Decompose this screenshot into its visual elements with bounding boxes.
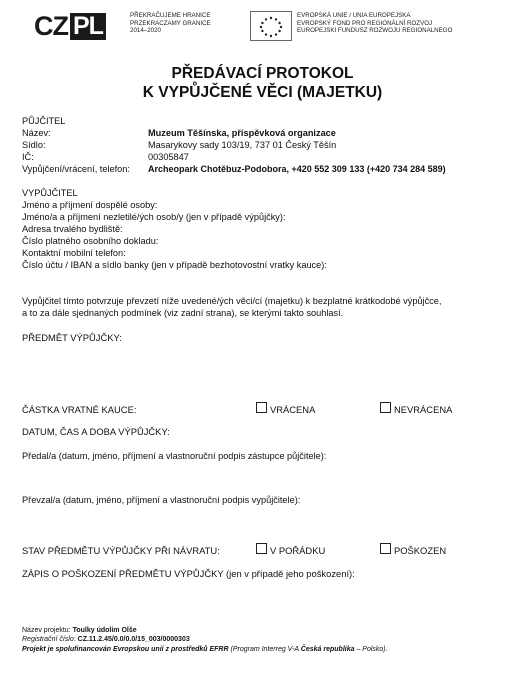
logo-pl: PL [70,13,106,40]
czpl-line: PRZEKRACZAMY GRANICE [130,19,211,27]
lender-contact-value: Archeopark Chotěbuz-Podobora, +420 552 309 133 (+420 734 284 589) [148,164,446,174]
deposit-returned-checkbox[interactable] [256,402,267,413]
borrower-field-id-document: Číslo platného osobního dokladu: [22,236,159,246]
czpl-logo-icon [34,13,122,40]
document-title-line2: K VYPŮJČENÉ VĚCI (MAJETKU) [142,84,383,101]
footer-cofinancing [22,646,388,655]
footer-cofin-b: (Program Interreg V-A [230,646,299,653]
borrower-field-minor-names: Jméno/a a příjmení nezletilé/ých osob/y (jen v případě výpůjčky): [22,212,286,222]
czpl-line: PŘEKRAČUJEME HRANICE [130,12,211,19]
lender-seat-label: Sídlo: [22,140,46,150]
borrower-field-bank-account: Číslo účtu / IBAN a sídlo banky (jen v případě bezhotovostní vratky kauce): [22,260,327,270]
logo-cz: CZ [34,11,68,41]
footer-reg-value: CZ.11.2.45/0.0/0.0/15_003/0000303 [77,636,190,643]
lender-seat-value: Masarykovy sady 103/19, 737 01 Český Těšín [148,140,337,150]
lender-name-label: Název: [22,128,51,138]
eu-flag-icon [250,11,292,41]
deposit-not-returned-checkbox[interactable] [380,402,391,413]
lender-name-value: Muzeum Těšínska, příspěvková organizace [148,128,336,138]
document-title-line1: PŘEDÁVACÍ PROTOKOL [171,65,354,82]
czpl-line: 2014–2020 [130,27,161,35]
subject-label: PŘEDMĚT VÝPŮJČKY: [22,332,122,343]
date-time-label: DATUM, ČAS A DOBA VÝPŮJČKY: [22,426,170,437]
eu-line: EVROPSKÝ FOND PRO REGIONÁLNÍ ROZVOJ [297,19,433,27]
footer-cofin-c: Česká republika [300,646,355,653]
taken-over-label: Převzal/a (datum, jméno, příjmení a vlastnoruční podpis vypůjčitele): [22,495,301,505]
footer-registration [22,636,190,645]
lender-contact-label: Vypůjčení/vrácení, telefon: [22,164,130,174]
borrower-field-phone: Kontaktní mobilní telefon: [22,248,126,258]
statement-line1: Vypůjčitel tímto potvrzuje převzetí níže uvedené/ých věci/cí (majetku) k bezplatné krátkodobé výpůjčce, [22,296,442,306]
eu-line: EUROPEJSKI FUNDUSZ ROZWOJU REGIONALNEGO [297,27,453,35]
return-state-label: STAV PŘEDMĚTU VÝPŮJČKY PŘI NÁVRATU: [22,545,220,556]
statement-line2: a to za dále sjednaných podmínek (viz zadní strana), se kterými takto souhlasí. [22,308,344,318]
borrower-field-address: Adresa trvalého bydliště: [22,224,123,234]
deposit-label: ČÁSTKA VRATNÉ KAUCE: [22,404,137,415]
borrower-heading: VYPŮJČITEL [22,188,78,198]
lender-heading: PŮJČITEL [22,116,66,126]
footer-cofin-d: – Polsko). [356,646,388,653]
state-damaged-checkbox[interactable] [380,543,391,554]
deposit-returned-label: VRÁCENA [270,404,316,415]
footer-project-label: Název projektu: [22,627,71,634]
state-ok-label: V POŘÁDKU [270,545,326,556]
footer-reg-label: Registrační číslo: [22,636,76,643]
state-ok-checkbox[interactable] [256,543,267,554]
borrower-field-adult-name: Jméno a příjmení dospělé osoby: [22,200,158,210]
footer-project-value: Toulky údolím Olše [72,627,137,634]
eu-line: EVROPSKÁ UNIE / UNIA EUROPEJSKA [297,12,411,19]
footer-project [22,627,137,636]
lender-id-label: IČ: [22,152,34,162]
footer-cofin-a: Projekt je spolufinancován Evropskou unií z prostředků EFRR [22,646,229,653]
handed-over-label: Předal/a (datum, jméno, příjmení a vlastnoruční podpis zástupce půjčitele): [22,451,327,461]
damage-record-label [22,568,355,579]
czpl-program-text [130,12,211,35]
damage-record-title: ZÁPIS O POŠKOZENÍ PŘEDMĚTU VÝPŮJČKY [22,568,224,579]
damage-record-note: (jen v případě jeho poškození): [226,568,355,579]
lender-id-value: 00305847 [148,152,189,162]
state-damaged-label: POŠKOZEN [394,545,447,556]
deposit-not-returned-label: NEVRÁCENA [394,404,453,415]
eu-fund-text [297,12,452,35]
